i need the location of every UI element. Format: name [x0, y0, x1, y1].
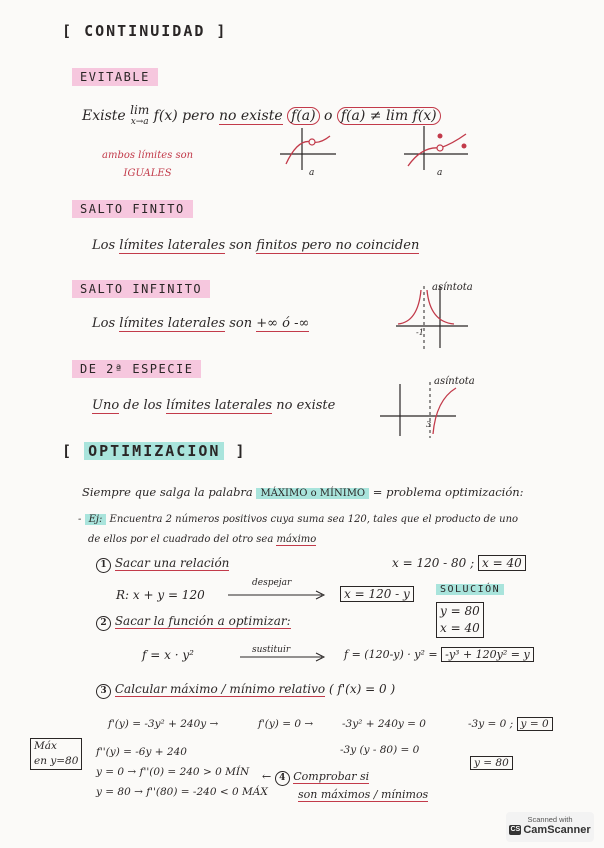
section-title-optimizacion: [ OPTIMIZACION ] [62, 442, 247, 460]
section-title-continuidad: [ CONTINUIDAD ] [62, 22, 228, 40]
solucion-box: y = 80 x = 40 [436, 602, 484, 638]
label-evitable: EVITABLE [72, 68, 158, 86]
step2-arrow-label: sustituir [252, 645, 291, 655]
optim-intro: Siempre que salga la palabra MÁXIMO o MÍNIMO = problema optimización: [82, 485, 524, 499]
axis-label-a-2: a [437, 168, 443, 178]
step-1: 1 Sacar una relación [96, 556, 229, 573]
step3-second-derivative: f''(y) = -6y + 240 y = 0 → f''(0) = 240 > 0 MÍN y = 80 → f''(80) = -240 < 0 MÁX [96, 746, 268, 798]
salto-infinito-text: Los límites laterales son +∞ ó -∞ [92, 316, 310, 331]
step3-derivative-zero: f'(y) = 0 → [258, 718, 314, 730]
camscanner-logo-icon: CS [510, 826, 521, 834]
asintota-label-1: asíntota [432, 282, 473, 293]
step-2: 2 Sacar la función a optimizar: [96, 614, 291, 631]
max-box: Máx en y=80 [30, 738, 82, 770]
arrow-right-icon [228, 590, 328, 600]
step2-result: f = (120-y) · y² = -y³ + 120y² = y [344, 648, 534, 661]
asintota-label-2: asíntota [434, 376, 475, 387]
step1-arrow-label: despejar [252, 578, 292, 588]
axis-label-a-1: a [309, 168, 315, 178]
step3-equation: -3y² + 240y = 0 [342, 718, 426, 730]
solucion-label: SOLUCIÓN [436, 584, 504, 595]
graph-segunda-especie [376, 380, 462, 440]
segunda-especie-text: Uno de los límites laterales no existe [92, 398, 336, 413]
step3-root-2: y = 80 [470, 756, 513, 770]
step-4: ← 4 Comprobar si son máximos / mínimos [262, 770, 429, 801]
camscanner-watermark: Scanned with CS CamScanner [506, 812, 594, 842]
label-salto-infinito: SALTO INFINITO [72, 280, 210, 298]
step1-right-eq: x = 120 - 80 ; x = 40 [392, 556, 526, 570]
arrow-right-icon [240, 652, 328, 662]
axis-label-3: 3 [426, 420, 432, 429]
label-salto-finito: SALTO FINITO [72, 200, 193, 218]
axis-label-minus1: -1 [416, 328, 424, 337]
step3-derivative: f'(y) = -3y² + 240y → [108, 718, 219, 730]
step3-factored: -3y (y - 80) = 0 [340, 744, 420, 756]
evitable-statement: Existe lim x→a f(x) pero no existe f(a) o f(a) ≠ lim f(x) [82, 105, 441, 127]
label-segunda-especie: DE 2ª ESPECIE [72, 360, 201, 378]
step3-root-1: -3y = 0 ; y = 0 [468, 718, 553, 730]
step2-function: f = x · y² [142, 648, 194, 662]
step1-relation: R: x + y = 120 [116, 588, 205, 602]
optim-example: - Ej: Encuentra 2 números positivos cuya suma sea 120, tales que el producto de uno de ellos por el cuadrado del otro sea máximo [78, 514, 519, 545]
step-3: 3 Calcular máximo / mínimo relativo ( f'(x) = 0 ) [96, 682, 395, 699]
evitable-note: ambos límites son IGUALES [102, 150, 194, 179]
step1-result: x = 120 - y [340, 586, 414, 602]
salto-finito-text: Los límites laterales son finitos pero no coinciden [92, 238, 420, 253]
